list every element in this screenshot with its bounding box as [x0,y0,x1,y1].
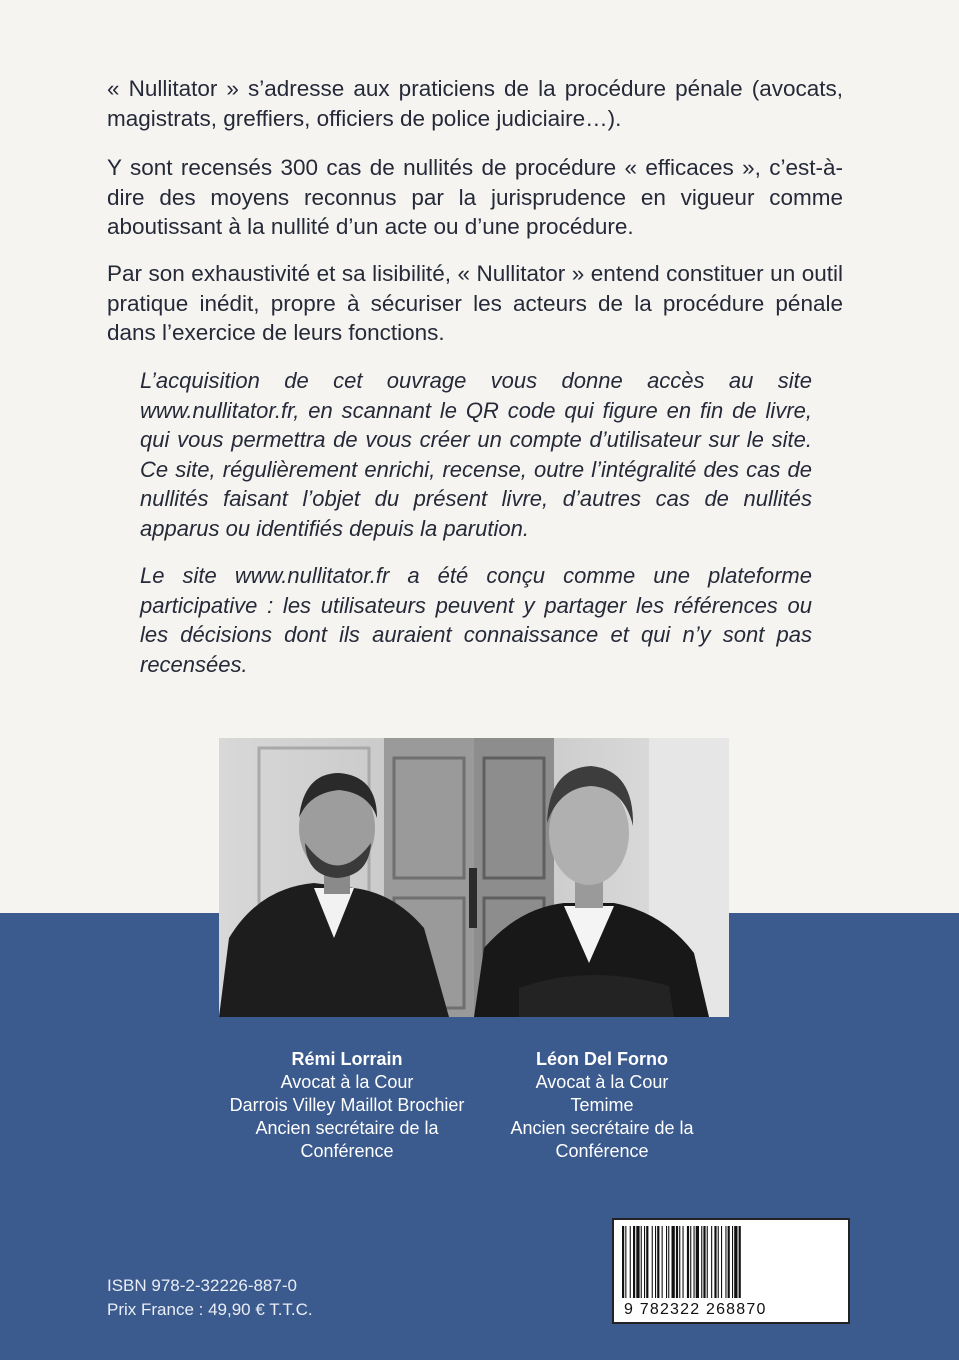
barcode-digits: 9 782322 268870 [624,1301,842,1319]
author-name: Rémi Lorrain [291,1049,403,1069]
author-name: Léon Del Forno [536,1049,668,1069]
barcode-bar [701,1226,702,1298]
barcode-bar [662,1226,663,1298]
author-title: Avocat à la Cour [280,1072,414,1092]
barcode-bar [655,1226,656,1298]
barcode-bar [739,1226,741,1298]
website-note-2: Le site www.nullitator.fr a été conçu comme une plateforme participative : les utilisateurs peuvent y partager les références ou les décisions dont ils auraient connaissance et qui n’y sont pas recensées. [140,563,812,677]
price-text: Prix France : 49,90 € T.T.C. [107,1300,313,1319]
authors-photo-illustration [219,738,729,1017]
barcode-bar [630,1226,631,1298]
barcode-bar [703,1226,705,1298]
author-role-line-1: Ancien secrétaire de la [255,1118,439,1138]
barcode-bar [633,1226,635,1298]
barcode-bar [666,1226,667,1298]
barcode-bar [734,1226,737,1298]
barcode-bar [696,1226,699,1298]
barcode-bar [690,1226,691,1298]
isbn-block [107,1274,313,1322]
authors-photo [219,738,729,1017]
barcode [612,1218,850,1324]
barcode-bar [644,1226,645,1298]
barcode-bar [725,1226,726,1298]
barcode-bar [641,1226,642,1298]
barcode-bar [652,1226,653,1298]
barcode-bar [707,1226,708,1298]
barcode-bar [646,1226,648,1298]
barcode-bar [718,1226,719,1298]
barcode-bar [714,1226,716,1298]
intro-paragraph-3: Par son exhaustivité et sa lisibilité, « Nullitator » entend constituer un outil pratique inédit, propre à sécuriser les acteurs de la procédure pénale dans l’exercice de leurs fonctions. [107,261,843,345]
barcode-bar [672,1226,675,1298]
intro-paragraph-2: Y sont recensés 300 cas de nullités de procédure « efficaces », c’est-à-dire des moyens reconnus par la jurisprudence en vigueur comme aboutissant à la nullité d’un acte ou d’une procédure. [107,155,843,239]
author-role-line-1: Ancien secrétaire de la [510,1118,694,1138]
barcode-bar [676,1226,678,1298]
author-title: Avocat à la Cour [535,1072,669,1092]
barcode-bar [668,1226,669,1298]
barcode-bar [732,1226,733,1298]
author-firm: Darrois Villey Maillot Brochier [229,1095,465,1115]
barcode-bar [694,1226,695,1298]
isbn-text: ISBN 978-2-32226-887-0 [107,1276,297,1295]
barcode-bar [625,1226,626,1298]
author-role-line-2: Conférence [300,1141,394,1161]
barcode-bar [636,1226,639,1298]
barcode-bar [711,1226,712,1298]
barcode-bar [728,1226,730,1298]
barcode-bar [679,1226,680,1298]
barcode-bar [687,1226,689,1298]
barcode-bar [657,1226,659,1298]
barcode-bar [622,1226,624,1298]
intro-paragraph-1: « Nullitator » s’adresse aux praticiens de la procédure pénale (avocats, magistrats, greffiers, officiers de police judiciaire…). [107,76,843,131]
author-role-line-2: Conférence [555,1141,649,1161]
barcode-bar [721,1226,722,1298]
author-firm: Temime [570,1095,634,1115]
author-block-2 [452,1048,752,1163]
website-note-1: L’acquisition de cet ouvrage vous donne accès au site www.nullitator.fr, en scannant le QR code qui figure en fin de livre, qui vous permettra de vous créer un compte d’utilisateur sur le site. Ce site, régulièrement enrichi, recense, outre l’intégralité des cas de nullités faisant l’objet du présent livre, d’autres cas de nullités apparus ou identifiés depuis la parution. [140,368,812,541]
barcode-bar [683,1226,684,1298]
barcode-bars [622,1226,842,1298]
